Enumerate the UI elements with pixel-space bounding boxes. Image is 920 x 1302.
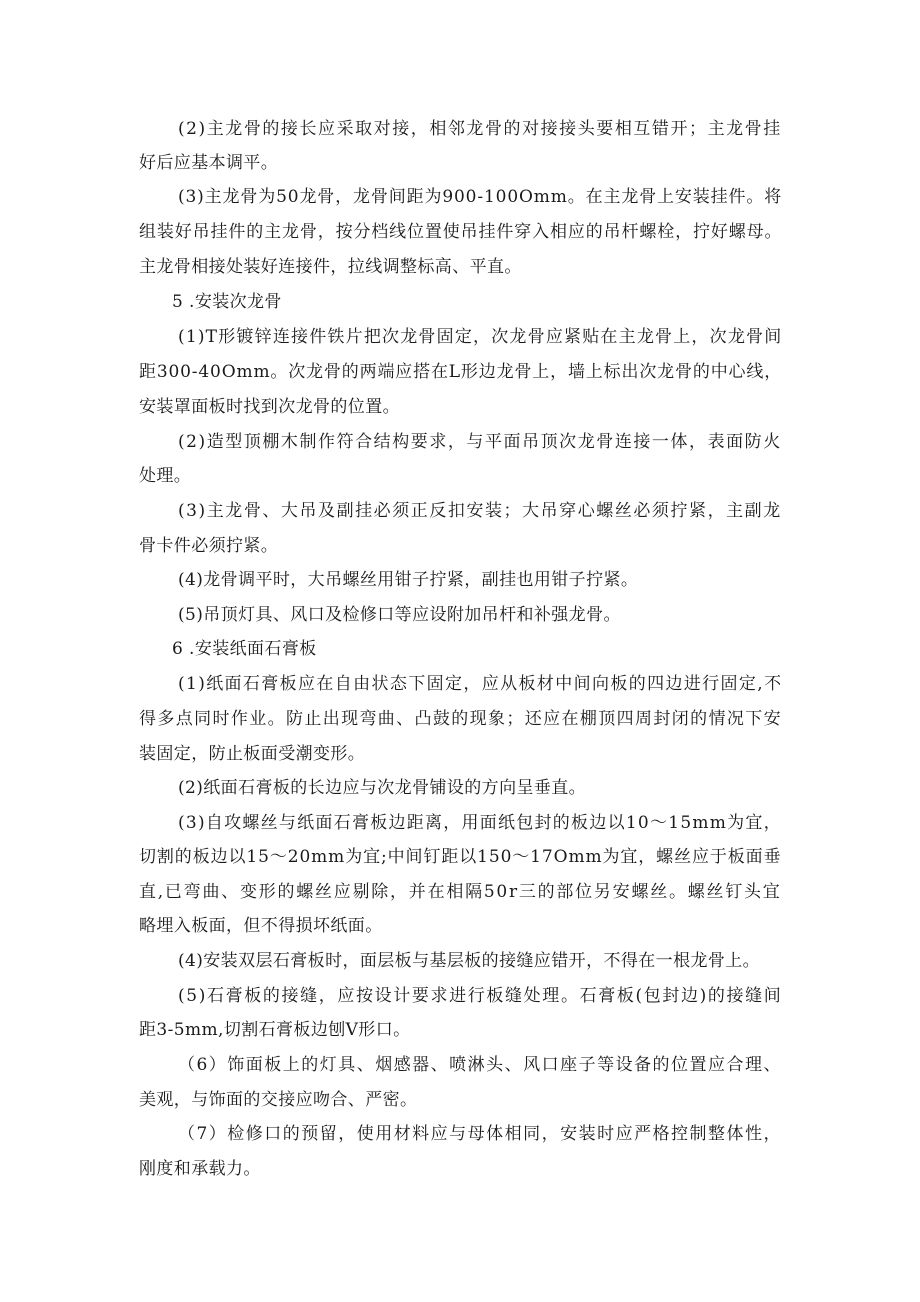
text-line: (1)纸面石膏板应在自由状态下固定，应从板材中间向板的四边进行固定,不: [178, 674, 783, 694]
text-line: 组装好吊挂件的主龙骨，按分档线位置使吊挂件穿入相应的吊杆螺栓，拧好螺母。: [139, 222, 783, 242]
text-line: 主龙骨相接处装好连接件，拉线调整标高、平直。: [139, 257, 522, 277]
text-line: (2)造型顶棚木制作符合结构要求，与平面吊顶次龙骨连接一体，表面防火: [178, 432, 782, 452]
text-line: 装固定，防止板面受潮变形。: [139, 744, 366, 764]
text-line: 略埋入板面，但不得损坏纸面。: [139, 916, 383, 936]
section-heading: 6 .安装纸面石膏板: [172, 639, 317, 659]
text-line: (1)T形镀锌连接件铁片把次龙骨固定，次龙骨应紧贴在主龙骨上，次龙骨间: [178, 327, 783, 347]
text-line: 距3-5mm,切割石膏板边刨V形口。: [139, 1020, 411, 1040]
text-line: 刚度和承载力。: [139, 1159, 261, 1179]
text-line: (4)安装双层石膏板时，面层板与基层板的接缝应错开，不得在一根龙骨上。: [178, 951, 761, 971]
text-line: 距300-40Omm。次龙骨的两端应搭在L形边龙骨上，墙上标出次龙骨的中心线，: [139, 362, 783, 382]
text-line: (5)吊顶灯具、风口及检修口等应设附加吊杆和补强龙骨。: [178, 605, 621, 625]
text-line: (2)纸面石膏板的长边应与次龙骨铺设的方向呈垂直。: [178, 778, 587, 798]
text-line: (3)主龙骨为50龙骨，龙骨间距为900-100Omm。在主龙骨上安装挂件。将: [178, 187, 783, 207]
text-line: 安装罩面板时找到次龙骨的位置。: [139, 397, 400, 417]
text-line: 处理。: [139, 466, 192, 486]
text-line: （7）检修口的预留，使用材料应与母体相同，安装时应严格控制整体性，: [178, 1124, 782, 1144]
text-line: (3)自攻螺丝与纸面石膏板边距离，用面纸包封的板边以10～15mm为宜，: [178, 813, 782, 833]
text-line: 骨卡件必须拧紧。: [139, 536, 279, 556]
text-line: （6）饰面板上的灯具、烟感器、喷淋头、风口座子等设备的位置应合理、: [178, 1055, 782, 1075]
text-line: 美观，与饰面的交接应吻合、严密。: [139, 1090, 418, 1110]
text-line: (4)龙骨调平时，大吊螺丝用钳子拧紧，副挂也用钳子拧紧。: [178, 570, 639, 590]
text-line: (2)主龙骨的接长应采取对接，相邻龙骨的对接接头要相互错开；主龙骨挂: [178, 119, 782, 139]
text-line: 好后应基本调平。: [139, 153, 279, 173]
text-line: 得多点同时作业。防止出现弯曲、凸鼓的现象；还应在棚顶四周封闭的情况下安: [139, 709, 782, 729]
text-line: 直,已弯曲、变形的螺丝应剔除，并在相隔50r三的部位另安螺丝。螺丝钉头宜: [139, 882, 782, 902]
text-line: 切割的板边以15～20mm为宜;中间钉距以150～17Omm为宜，螺丝应于板面垂: [139, 847, 782, 867]
text-line: (3)主龙骨、大吊及副挂必须正反扣安装；大吊穿心螺丝必须拧紧，主副龙: [178, 501, 782, 521]
section-heading: 5 .安装次龙骨: [172, 292, 282, 312]
text-line: (5)石膏板的接缝，应按设计要求进行板缝处理。石膏板(包封边)的接缝间: [178, 986, 783, 1006]
